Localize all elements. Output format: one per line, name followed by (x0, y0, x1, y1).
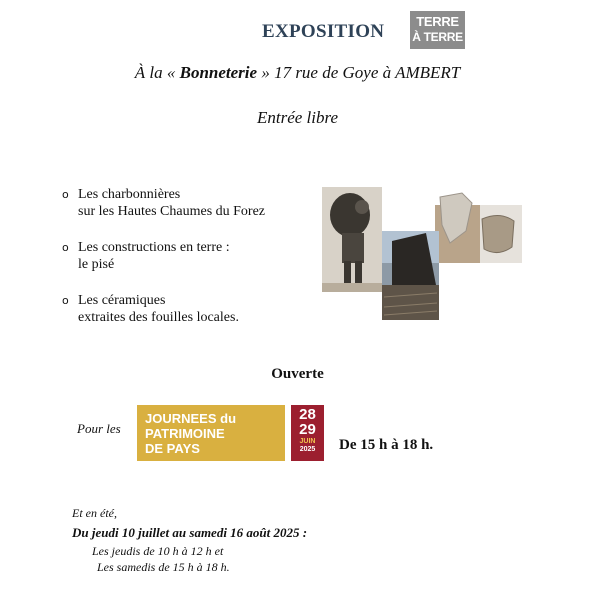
topic-line-1: Les constructions en terre : (78, 240, 230, 255)
topic-line-2: sur les Hautes Chaumes du Forez (78, 204, 266, 219)
address-suffix: » 17 rue de Goye à AMBERT (257, 63, 461, 82)
bullet-icon: o (62, 294, 69, 307)
summer-period: Du jeudi 10 juillet au samedi 16 août 2025 : (72, 525, 308, 540)
exhibition-title: EXPOSITION (262, 21, 385, 42)
logo-line-2: À TERRE (412, 30, 463, 44)
address-prefix: À la « (134, 63, 180, 82)
charcoal-burner-photo (322, 187, 382, 292)
logo-line-1: TERRE (416, 14, 459, 29)
topic-line-1: Les charbonnières (78, 187, 181, 202)
saturday-hours: Les samedis de 15 h à 18 h. (97, 560, 230, 574)
topic-line-2: extraites des fouilles locales. (78, 310, 239, 325)
opening-hours: De 15 h à 18 h. (339, 437, 434, 453)
list-item (62, 292, 265, 326)
jp-line-1: JOURNEES du (145, 411, 237, 426)
jp-year: 2025 (299, 446, 316, 453)
bullet-icon: o (62, 241, 69, 254)
bullet-icon: o (62, 188, 69, 201)
terre-a-terre-logo (410, 11, 465, 49)
jp-day-1: 28 (299, 406, 316, 423)
ceramics-photo (435, 193, 522, 263)
topic-line-1: Les céramiques (78, 293, 166, 308)
jp-day-2: 29 (299, 421, 316, 438)
list-item (62, 239, 265, 273)
free-entry-text: Entrée libre (256, 108, 339, 127)
venue-name: Bonneterie (179, 63, 258, 82)
jp-line-3: DE PAYS (145, 441, 200, 456)
open-heading: Ouverte (271, 366, 324, 382)
jp-month: JUIN (299, 438, 316, 445)
list-item (62, 186, 265, 220)
pour-les-text: Pour les (77, 421, 121, 436)
venue-address (0, 63, 595, 83)
summer-intro: Et en été, (72, 506, 117, 520)
exhibition-photos (322, 185, 522, 320)
journees-patrimoine-banner (137, 405, 285, 461)
thursday-hours: Les jeudis de 10 h à 12 h et (92, 544, 224, 558)
topics-list (62, 186, 265, 345)
topic-line-2: le pisé (78, 257, 115, 272)
jp-line-2: PATRIMOINE (145, 426, 225, 441)
pise-building-photo (382, 231, 439, 320)
journees-patrimoine-dates (291, 405, 324, 461)
